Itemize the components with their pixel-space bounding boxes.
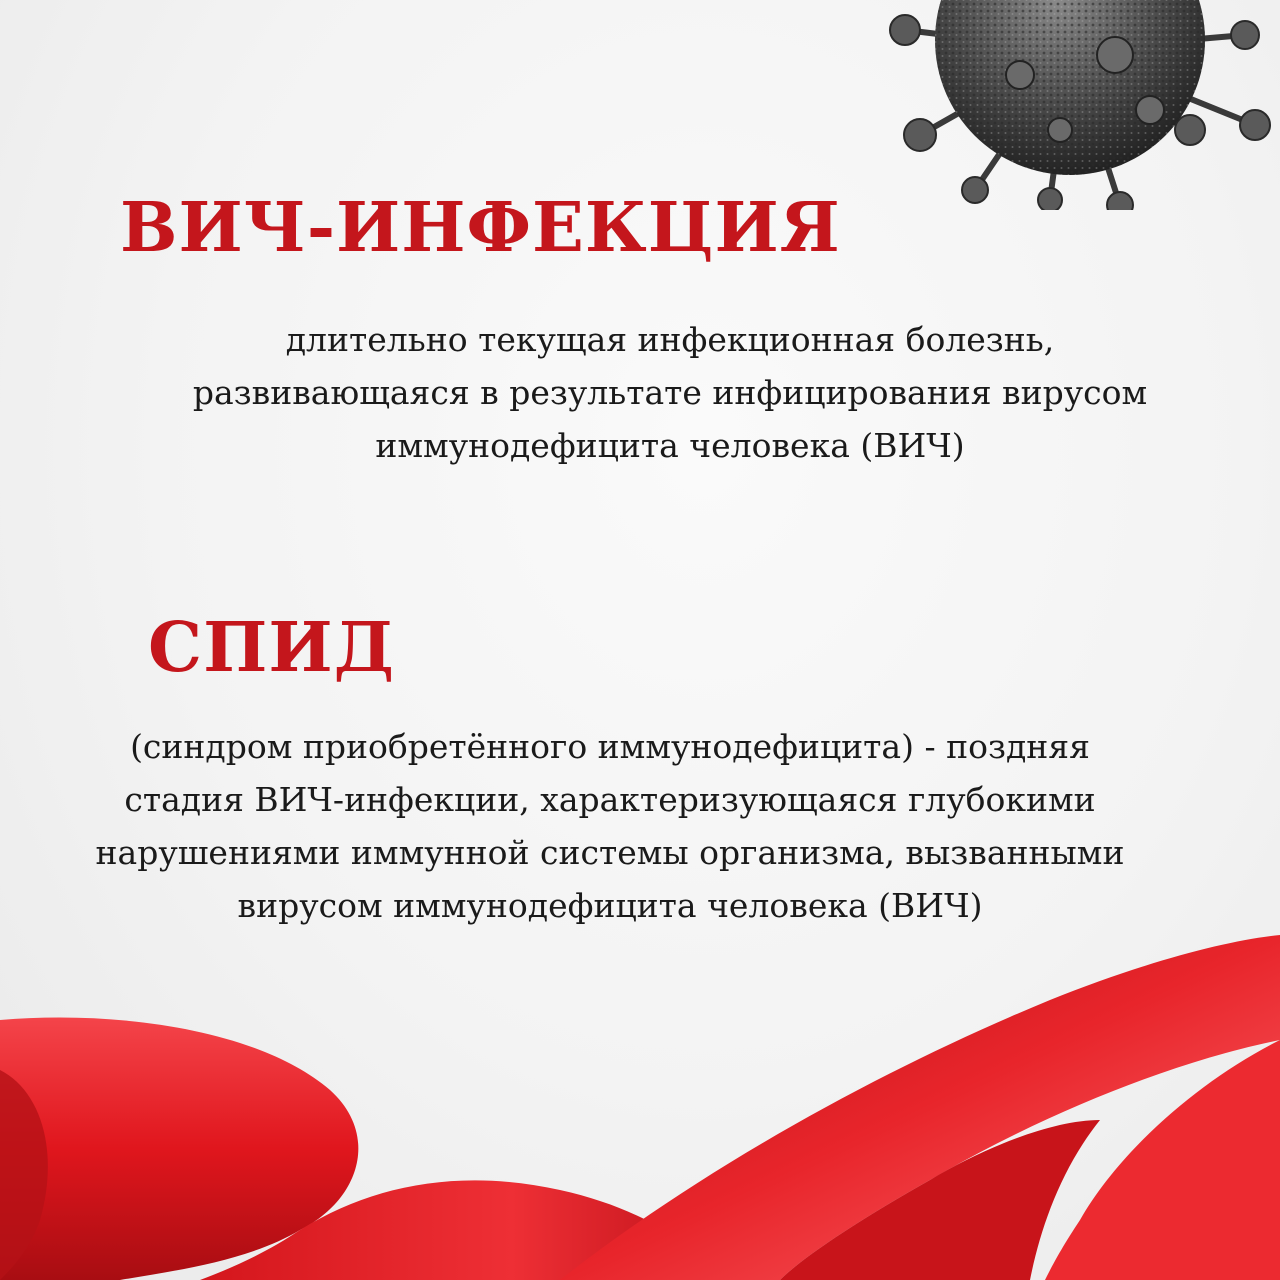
hiv-definition-line: развивающаяся в результате инфицирования вирусом — [192, 373, 1148, 412]
hiv-definition-line: иммунодефицита человека (ВИЧ) — [375, 426, 965, 465]
hiv-definition-line: длительно текущая инфекционная болезнь, — [285, 320, 1055, 359]
aids-definition-line: (синдром приобретённого иммунодефицита) - поздняя — [130, 727, 1090, 766]
aids-definition-line: вирусом иммунодефицита человека (ВИЧ) — [237, 886, 983, 925]
virus-illustration — [860, 0, 1280, 210]
hiv-definition — [140, 313, 1200, 472]
red-ribbon-illustration — [0, 920, 1280, 1280]
hiv-title: ВИЧ-ИНФЕКЦИЯ — [120, 188, 841, 268]
aids-definition-line: стадия ВИЧ-инфекции, характеризующаяся глубокими — [124, 780, 1096, 819]
aids-definition — [20, 720, 1200, 932]
aids-definition-line: нарушениями иммунной системы организма, вызванными — [95, 833, 1125, 872]
aids-title: СПИД — [148, 608, 396, 688]
